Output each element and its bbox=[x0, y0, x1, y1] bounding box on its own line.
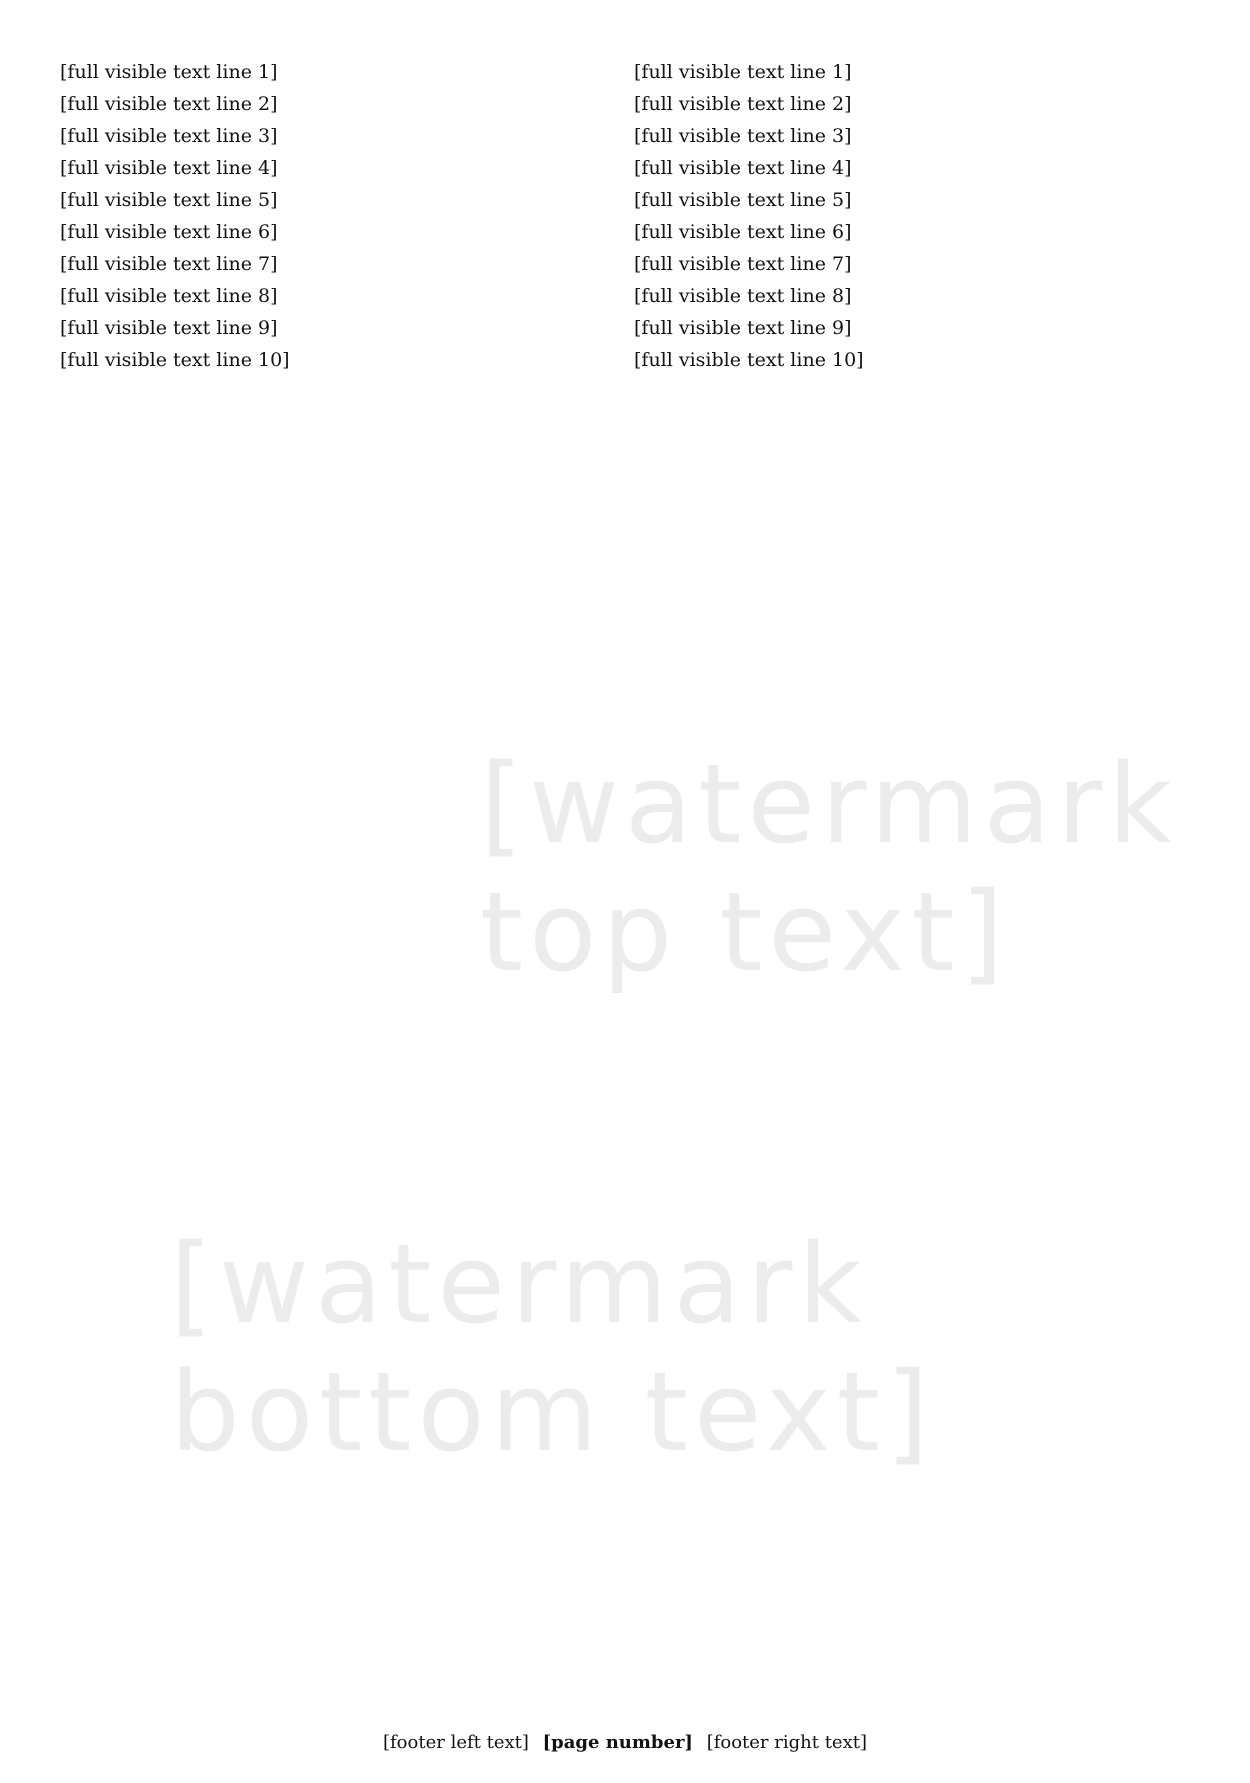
left-column-line: [full visible text line 1] bbox=[60, 61, 278, 83]
right-column-line: [full visible text line 10] bbox=[634, 349, 864, 371]
left-column bbox=[60, 56, 606, 1706]
right-column-line: [full visible text line 9] bbox=[634, 317, 852, 339]
right-column bbox=[634, 56, 1180, 1706]
left-column-line: [full visible text line 6] bbox=[60, 221, 278, 243]
columns bbox=[60, 56, 1190, 1706]
right-column-line: [full visible text line 5] bbox=[634, 189, 852, 211]
left-column-line: [full visible text line 4] bbox=[60, 157, 278, 179]
watermark-top: [watermark top text] bbox=[480, 740, 1178, 996]
right-column-line: [full visible text line 2] bbox=[634, 93, 852, 115]
footer-subject: [footer left text] bbox=[383, 1732, 529, 1753]
right-column-line: [full visible text line 4] bbox=[634, 157, 852, 179]
left-column-line: [full visible text line 5] bbox=[60, 189, 278, 211]
right-column-line: [full visible text line 3] bbox=[634, 125, 852, 147]
left-column-line: [full visible text line 7] bbox=[60, 253, 278, 275]
page-number: [page number] bbox=[542, 1732, 693, 1753]
right-column-line: [full visible text line 6] bbox=[634, 221, 852, 243]
footer-code: [footer right text] bbox=[706, 1732, 867, 1753]
right-column-line: [full visible text line 8] bbox=[634, 285, 852, 307]
left-column-line: [full visible text line 3] bbox=[60, 125, 278, 147]
left-column-line: [full visible text line 10] bbox=[60, 349, 290, 371]
left-column-line: [full visible text line 9] bbox=[60, 317, 278, 339]
right-column-line: [full visible text line 7] bbox=[634, 253, 852, 275]
watermark-bottom: [watermark bottom text] bbox=[170, 1220, 935, 1476]
left-column-line: [full visible text line 2] bbox=[60, 93, 278, 115]
right-column-line: [full visible text line 1] bbox=[634, 61, 852, 83]
left-column-line: [full visible text line 8] bbox=[60, 285, 278, 307]
page-footer bbox=[0, 1732, 1250, 1753]
